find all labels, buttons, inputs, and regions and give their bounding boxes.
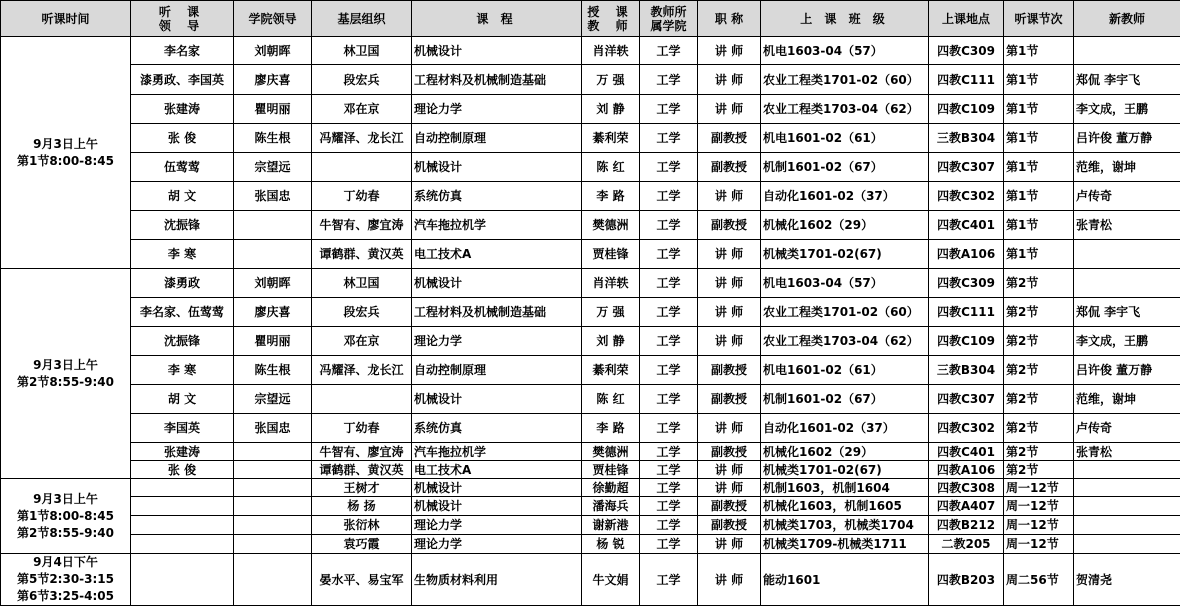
class-cell: 机制1601-02（67） [761, 385, 929, 414]
course-cell: 系统仿真 [412, 182, 582, 211]
header-org: 基层组织 [312, 1, 412, 37]
room-cell: 四教C401 [929, 211, 1004, 240]
teacher-cell: 贾桂锋 [582, 461, 640, 479]
table-row [1, 535, 1180, 554]
college-leader-cell: 张国忠 [234, 414, 312, 443]
room-cell: 四教A106 [929, 240, 1004, 269]
title-cell: 副教授 [698, 385, 761, 414]
college-leader-cell: 陈生根 [234, 356, 312, 385]
new-teacher-cell: 郑侃 李宇飞 [1074, 65, 1180, 95]
new-teacher-cell [1074, 240, 1180, 269]
new-teacher-cell: 贺清尧 [1074, 554, 1180, 606]
course-cell: 理论力学 [412, 516, 582, 535]
dept-cell: 工学 [640, 65, 698, 95]
title-cell: 副教授 [698, 516, 761, 535]
class-cell: 农业工程类1701-02（60） [761, 65, 929, 95]
header-row [1, 1, 1180, 37]
new-teacher-cell [1074, 269, 1180, 298]
table-row [1, 37, 1180, 65]
college-leader-cell: 廖庆喜 [234, 65, 312, 95]
dept-cell: 工学 [640, 124, 698, 153]
college-leader-cell: 张国忠 [234, 182, 312, 211]
title-cell: 讲 师 [698, 414, 761, 443]
title-cell: 讲 师 [698, 269, 761, 298]
room-cell: 四教C401 [929, 443, 1004, 461]
period-cell: 第2节 [1004, 327, 1074, 356]
teacher-cell: 潘海兵 [582, 497, 640, 516]
org-cell: 丁幼春 [312, 414, 412, 443]
title-cell: 副教授 [698, 124, 761, 153]
room-cell: 四教C307 [929, 385, 1004, 414]
teacher-cell: 徐勤超 [582, 479, 640, 497]
course-cell: 机械设计 [412, 479, 582, 497]
college-leader-cell [234, 443, 312, 461]
table-row [1, 516, 1180, 535]
room-cell: 四教C302 [929, 414, 1004, 443]
org-cell: 邓在京 [312, 95, 412, 124]
course-cell: 机械设计 [412, 385, 582, 414]
course-cell: 系统仿真 [412, 414, 582, 443]
college-leader-cell [234, 554, 312, 606]
room-cell: 三教B304 [929, 356, 1004, 385]
leader-cell: 漆勇政 [131, 269, 234, 298]
dept-cell: 工学 [640, 95, 698, 124]
new-teacher-cell: 李文成，王鹏 [1074, 95, 1180, 124]
leader-cell: 张 俊 [131, 124, 234, 153]
dept-cell: 工学 [640, 211, 698, 240]
new-teacher-cell: 郑侃 李宇飞 [1074, 298, 1180, 327]
new-teacher-cell: 李文成，王鹏 [1074, 327, 1180, 356]
course-cell: 电工技术A [412, 461, 582, 479]
teacher-cell: 李 路 [582, 414, 640, 443]
time-line: 第5节2:30-3:15 [3, 571, 128, 588]
header-title: 职 称 [698, 1, 761, 37]
org-cell: 袁巧霞 [312, 535, 412, 554]
class-cell: 农业工程类1703-04（62） [761, 327, 929, 356]
leader-cell [131, 554, 234, 606]
leader-cell: 张建涛 [131, 95, 234, 124]
header-college-leader: 学院领导 [234, 1, 312, 37]
room-cell: 四教B212 [929, 516, 1004, 535]
header-leader: 听 课 领 导 [131, 1, 234, 37]
period-cell: 第1节 [1004, 153, 1074, 182]
org-cell: 段宏兵 [312, 65, 412, 95]
org-cell: 冯耀泽、龙长江 [312, 356, 412, 385]
leader-cell: 胡 文 [131, 385, 234, 414]
class-cell: 机制1603，机制1604 [761, 479, 929, 497]
dept-cell: 工学 [640, 535, 698, 554]
class-cell: 机械类1701-02(67) [761, 240, 929, 269]
dept-cell: 工学 [640, 516, 698, 535]
class-cell: 能动1601 [761, 554, 929, 606]
table-row [1, 497, 1180, 516]
college-leader-cell [234, 240, 312, 269]
title-cell: 讲 师 [698, 535, 761, 554]
title-cell: 副教授 [698, 356, 761, 385]
college-leader-cell [234, 497, 312, 516]
leader-cell [131, 516, 234, 535]
course-cell: 理论力学 [412, 327, 582, 356]
title-cell: 讲 师 [698, 182, 761, 211]
new-teacher-cell [1074, 497, 1180, 516]
college-leader-cell: 廖庆喜 [234, 298, 312, 327]
class-cell: 机电1603-04（57） [761, 37, 929, 65]
new-teacher-cell: 张青松 [1074, 443, 1180, 461]
period-cell: 第2节 [1004, 461, 1074, 479]
teacher-cell: 刘 静 [582, 327, 640, 356]
course-cell: 理论力学 [412, 535, 582, 554]
period-cell: 第1节 [1004, 95, 1074, 124]
dept-cell: 工学 [640, 327, 698, 356]
class-cell: 机械类1709-机械类1711 [761, 535, 929, 554]
dept-cell: 工学 [640, 37, 698, 65]
new-teacher-cell [1074, 516, 1180, 535]
table-row [1, 298, 1180, 327]
period-cell: 第2节 [1004, 269, 1074, 298]
new-teacher-cell: 卢传奇 [1074, 182, 1180, 211]
college-leader-cell: 瞿明丽 [234, 95, 312, 124]
new-teacher-cell [1074, 479, 1180, 497]
org-cell: 牛智有、廖宜涛 [312, 443, 412, 461]
org-cell: 王树才 [312, 479, 412, 497]
time-line: 第6节3:25-4:05 [3, 588, 128, 605]
table-row [1, 95, 1180, 124]
title-cell: 副教授 [698, 211, 761, 240]
room-cell: 四教C109 [929, 95, 1004, 124]
room-cell: 四教C308 [929, 479, 1004, 497]
period-cell: 第1节 [1004, 240, 1074, 269]
room-cell: 四教C309 [929, 37, 1004, 65]
period-cell: 第2节 [1004, 356, 1074, 385]
teacher-cell: 李 路 [582, 182, 640, 211]
header-room: 上课地点 [929, 1, 1004, 37]
course-cell: 生物质材料利用 [412, 554, 582, 606]
class-cell: 机械类1703，机械类1704 [761, 516, 929, 535]
period-cell: 第1节 [1004, 65, 1074, 95]
table-row [1, 211, 1180, 240]
header-period: 听课节次 [1004, 1, 1074, 37]
leader-cell: 胡 文 [131, 182, 234, 211]
new-teacher-cell: 范维，谢坤 [1074, 153, 1180, 182]
course-cell: 汽车拖拉机学 [412, 443, 582, 461]
new-teacher-cell: 吕许俊 董万静 [1074, 124, 1180, 153]
org-cell: 邓在京 [312, 327, 412, 356]
new-teacher-cell: 吕许俊 董万静 [1074, 356, 1180, 385]
period-cell: 第2节 [1004, 298, 1074, 327]
class-cell: 自动化1601-02（37） [761, 414, 929, 443]
teacher-cell: 綦利荣 [582, 356, 640, 385]
org-cell: 冯耀泽、龙长江 [312, 124, 412, 153]
title-cell: 讲 师 [698, 327, 761, 356]
time-line: 9月3日上午 [3, 491, 128, 508]
teacher-cell: 陈 红 [582, 153, 640, 182]
room-cell: 四教A106 [929, 461, 1004, 479]
course-cell: 自动控制原理 [412, 124, 582, 153]
leader-cell: 李 寒 [131, 240, 234, 269]
class-cell: 机电1603-04（57） [761, 269, 929, 298]
title-cell: 讲 师 [698, 65, 761, 95]
time-cell [1, 37, 131, 269]
college-leader-cell: 刘朝晖 [234, 269, 312, 298]
org-cell: 晏水平、易宝军 [312, 554, 412, 606]
time-line: 第2节8:55-9:40 [3, 525, 128, 542]
period-cell: 周一12节 [1004, 535, 1074, 554]
class-cell: 机制1601-02（67） [761, 153, 929, 182]
room-cell: 三教B304 [929, 124, 1004, 153]
new-teacher-cell [1074, 461, 1180, 479]
title-cell: 讲 师 [698, 298, 761, 327]
new-teacher-cell [1074, 535, 1180, 554]
dept-cell: 工学 [640, 479, 698, 497]
teacher-cell: 綦利荣 [582, 124, 640, 153]
leader-cell: 李国英 [131, 414, 234, 443]
org-cell: 张衍林 [312, 516, 412, 535]
time-line: 第2节8:55-9:40 [3, 374, 128, 391]
leader-cell: 李名家、伍莺莺 [131, 298, 234, 327]
course-cell: 汽车拖拉机学 [412, 211, 582, 240]
teacher-cell: 樊德洲 [582, 211, 640, 240]
table-row [1, 240, 1180, 269]
college-leader-cell: 瞿明丽 [234, 327, 312, 356]
new-teacher-cell: 张青松 [1074, 211, 1180, 240]
dept-cell: 工学 [640, 298, 698, 327]
dept-cell: 工学 [640, 461, 698, 479]
course-cell: 机械设计 [412, 269, 582, 298]
room-cell: 四教B203 [929, 554, 1004, 606]
new-teacher-cell: 卢传奇 [1074, 414, 1180, 443]
room-cell: 四教C307 [929, 153, 1004, 182]
title-cell: 讲 师 [698, 461, 761, 479]
time-cell [1, 269, 131, 479]
org-cell: 谭鹤群、黄汉英 [312, 240, 412, 269]
leader-cell: 李 寒 [131, 356, 234, 385]
dept-cell: 工学 [640, 414, 698, 443]
teacher-cell: 万 强 [582, 65, 640, 95]
time-line: 9月4日下午 [3, 554, 128, 571]
org-cell [312, 153, 412, 182]
course-cell: 电工技术A [412, 240, 582, 269]
period-cell: 第2节 [1004, 414, 1074, 443]
college-leader-cell [234, 461, 312, 479]
class-cell: 机械化1602（29） [761, 443, 929, 461]
table-row [1, 182, 1180, 211]
header-course: 课 程 [412, 1, 582, 37]
teacher-cell: 肖洋轶 [582, 37, 640, 65]
class-cell: 农业工程类1701-02（60） [761, 298, 929, 327]
period-cell: 周一12节 [1004, 497, 1074, 516]
room-cell: 四教C111 [929, 65, 1004, 95]
title-cell: 讲 师 [698, 554, 761, 606]
teacher-cell: 贾桂锋 [582, 240, 640, 269]
class-cell: 机械化1603，机制1605 [761, 497, 929, 516]
leader-cell: 张建涛 [131, 443, 234, 461]
course-cell: 机械设计 [412, 37, 582, 65]
table-row [1, 414, 1180, 443]
leader-cell: 伍莺莺 [131, 153, 234, 182]
time-cell [1, 479, 131, 554]
course-cell: 机械设计 [412, 153, 582, 182]
class-cell: 机电1601-02（61） [761, 356, 929, 385]
time-line: 第1节8:00-8:45 [3, 508, 128, 525]
org-cell: 林卫国 [312, 269, 412, 298]
period-cell: 周一12节 [1004, 479, 1074, 497]
teacher-cell: 谢新港 [582, 516, 640, 535]
header-teacher: 授 课 教 师 [582, 1, 640, 37]
teacher-cell: 牛文娟 [582, 554, 640, 606]
title-cell: 副教授 [698, 443, 761, 461]
teacher-cell: 陈 红 [582, 385, 640, 414]
table-row [1, 269, 1180, 298]
college-leader-cell: 宗望远 [234, 153, 312, 182]
leader-cell: 漆勇政、李国英 [131, 65, 234, 95]
college-leader-cell [234, 516, 312, 535]
period-cell: 周一12节 [1004, 516, 1074, 535]
table-row [1, 443, 1180, 461]
title-cell: 副教授 [698, 497, 761, 516]
dept-cell: 工学 [640, 497, 698, 516]
table-row [1, 554, 1180, 606]
period-cell: 第2节 [1004, 385, 1074, 414]
period-cell: 第1节 [1004, 124, 1074, 153]
college-leader-cell: 刘朝晖 [234, 37, 312, 65]
teacher-cell: 万 强 [582, 298, 640, 327]
college-leader-cell [234, 479, 312, 497]
course-cell: 机械设计 [412, 497, 582, 516]
class-cell: 机电1601-02（61） [761, 124, 929, 153]
table-row [1, 124, 1180, 153]
title-cell: 讲 师 [698, 240, 761, 269]
table-row [1, 65, 1180, 95]
room-cell: 四教C109 [929, 327, 1004, 356]
period-cell: 第1节 [1004, 211, 1074, 240]
new-teacher-cell [1074, 37, 1180, 65]
teacher-cell: 樊德洲 [582, 443, 640, 461]
class-cell: 机械类1701-02(67) [761, 461, 929, 479]
college-leader-cell [234, 211, 312, 240]
org-cell: 段宏兵 [312, 298, 412, 327]
room-cell: 四教A407 [929, 497, 1004, 516]
time-cell [1, 554, 131, 606]
title-cell: 讲 师 [698, 37, 761, 65]
time-line: 9月3日上午 [3, 357, 128, 374]
period-cell: 周二56节 [1004, 554, 1074, 606]
course-cell: 工程材料及机械制造基础 [412, 298, 582, 327]
period-cell: 第1节 [1004, 37, 1074, 65]
room-cell: 四教C111 [929, 298, 1004, 327]
dept-cell: 工学 [640, 240, 698, 269]
org-cell [312, 385, 412, 414]
class-cell: 自动化1601-02（37） [761, 182, 929, 211]
course-cell: 理论力学 [412, 95, 582, 124]
leader-cell: 李名家 [131, 37, 234, 65]
table-row [1, 153, 1180, 182]
table-row [1, 356, 1180, 385]
table-body [1, 37, 1180, 606]
college-leader-cell: 宗望远 [234, 385, 312, 414]
teacher-cell: 肖洋轶 [582, 269, 640, 298]
org-cell: 丁幼春 [312, 182, 412, 211]
dept-cell: 工学 [640, 356, 698, 385]
dept-cell: 工学 [640, 153, 698, 182]
period-cell: 第2节 [1004, 443, 1074, 461]
table-row [1, 327, 1180, 356]
header-new-teacher: 新教师 [1074, 1, 1180, 37]
org-cell: 杨 扬 [312, 497, 412, 516]
dept-cell: 工学 [640, 554, 698, 606]
leader-cell: 张 俊 [131, 461, 234, 479]
class-cell: 农业工程类1703-04（62） [761, 95, 929, 124]
course-cell: 工程材料及机械制造基础 [412, 65, 582, 95]
org-cell: 林卫国 [312, 37, 412, 65]
dept-cell: 工学 [640, 269, 698, 298]
leader-cell [131, 479, 234, 497]
org-cell: 牛智有、廖宜涛 [312, 211, 412, 240]
title-cell: 讲 师 [698, 95, 761, 124]
time-line: 第1节8:00-8:45 [3, 153, 128, 170]
course-cell: 自动控制原理 [412, 356, 582, 385]
college-leader-cell: 陈生根 [234, 124, 312, 153]
table-row [1, 461, 1180, 479]
dept-cell: 工学 [640, 182, 698, 211]
room-cell: 四教C309 [929, 269, 1004, 298]
title-cell: 副教授 [698, 153, 761, 182]
leader-cell [131, 497, 234, 516]
teacher-cell: 杨 锐 [582, 535, 640, 554]
org-cell: 谭鹤群、黄汉英 [312, 461, 412, 479]
leader-cell: 沈振锋 [131, 327, 234, 356]
teacher-cell: 刘 静 [582, 95, 640, 124]
college-leader-cell [234, 535, 312, 554]
dept-cell: 工学 [640, 385, 698, 414]
table-row [1, 479, 1180, 497]
dept-cell: 工学 [640, 443, 698, 461]
table-row [1, 385, 1180, 414]
leader-cell [131, 535, 234, 554]
header-dept: 教师所 属学院 [640, 1, 698, 37]
time-line: 9月3日上午 [3, 136, 128, 153]
class-cell: 机械化1602（29） [761, 211, 929, 240]
title-cell: 讲 师 [698, 479, 761, 497]
header-class: 上 课 班 级 [761, 1, 929, 37]
room-cell: 四教C302 [929, 182, 1004, 211]
header-time: 听课时间 [1, 1, 131, 37]
leader-cell: 沈振锋 [131, 211, 234, 240]
room-cell: 二教205 [929, 535, 1004, 554]
new-teacher-cell: 范维，谢坤 [1074, 385, 1180, 414]
period-cell: 第1节 [1004, 182, 1074, 211]
